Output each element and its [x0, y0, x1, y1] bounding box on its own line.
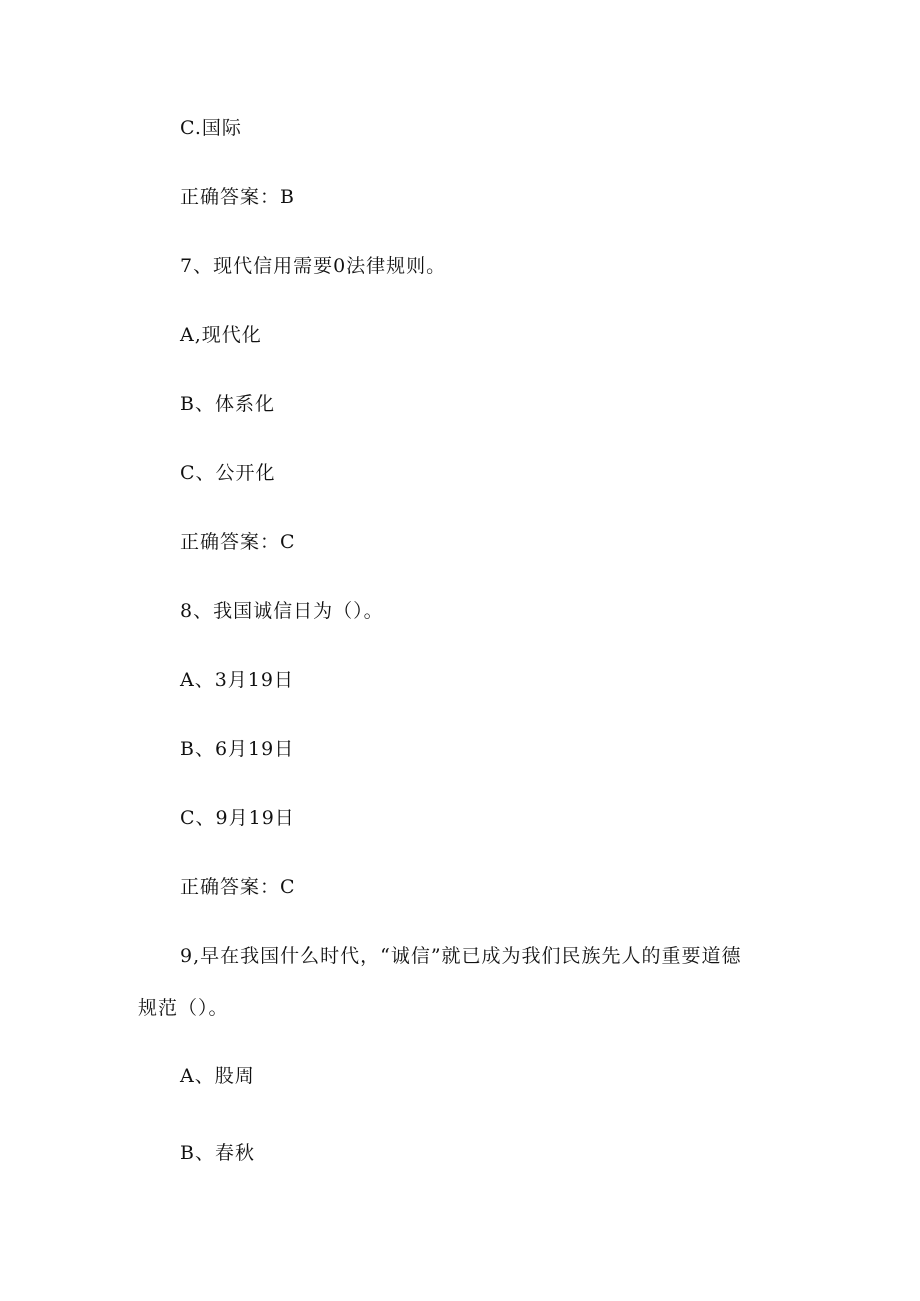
option-8b: B、6月19日	[180, 738, 295, 760]
option-7a: A,现代化	[180, 324, 262, 346]
option-9a: A、股周	[180, 1065, 255, 1087]
question-8: 8、我国诚信日为（）。	[180, 600, 384, 622]
question-7: 7、现代信用需要0法律规则。	[180, 255, 447, 277]
option-6c: C.国际	[180, 117, 242, 139]
answer-6: 正确答案：B	[180, 186, 295, 208]
option-7c: C、公开化	[180, 462, 276, 484]
option-8c: C、9月19日	[180, 807, 295, 829]
question-9-line-2: 规范（）。	[138, 997, 229, 1019]
option-8a: A、3月19日	[180, 669, 294, 691]
option-7b: B、体系化	[180, 393, 275, 415]
answer-8: 正确答案：C	[180, 876, 296, 898]
answer-7: 正确答案：C	[180, 531, 296, 553]
option-9b: B、春秋	[180, 1142, 255, 1164]
question-9-line-1: 9,早在我国什么时代，“诚信”就已成为我们民族先人的重要道德	[180, 945, 742, 967]
